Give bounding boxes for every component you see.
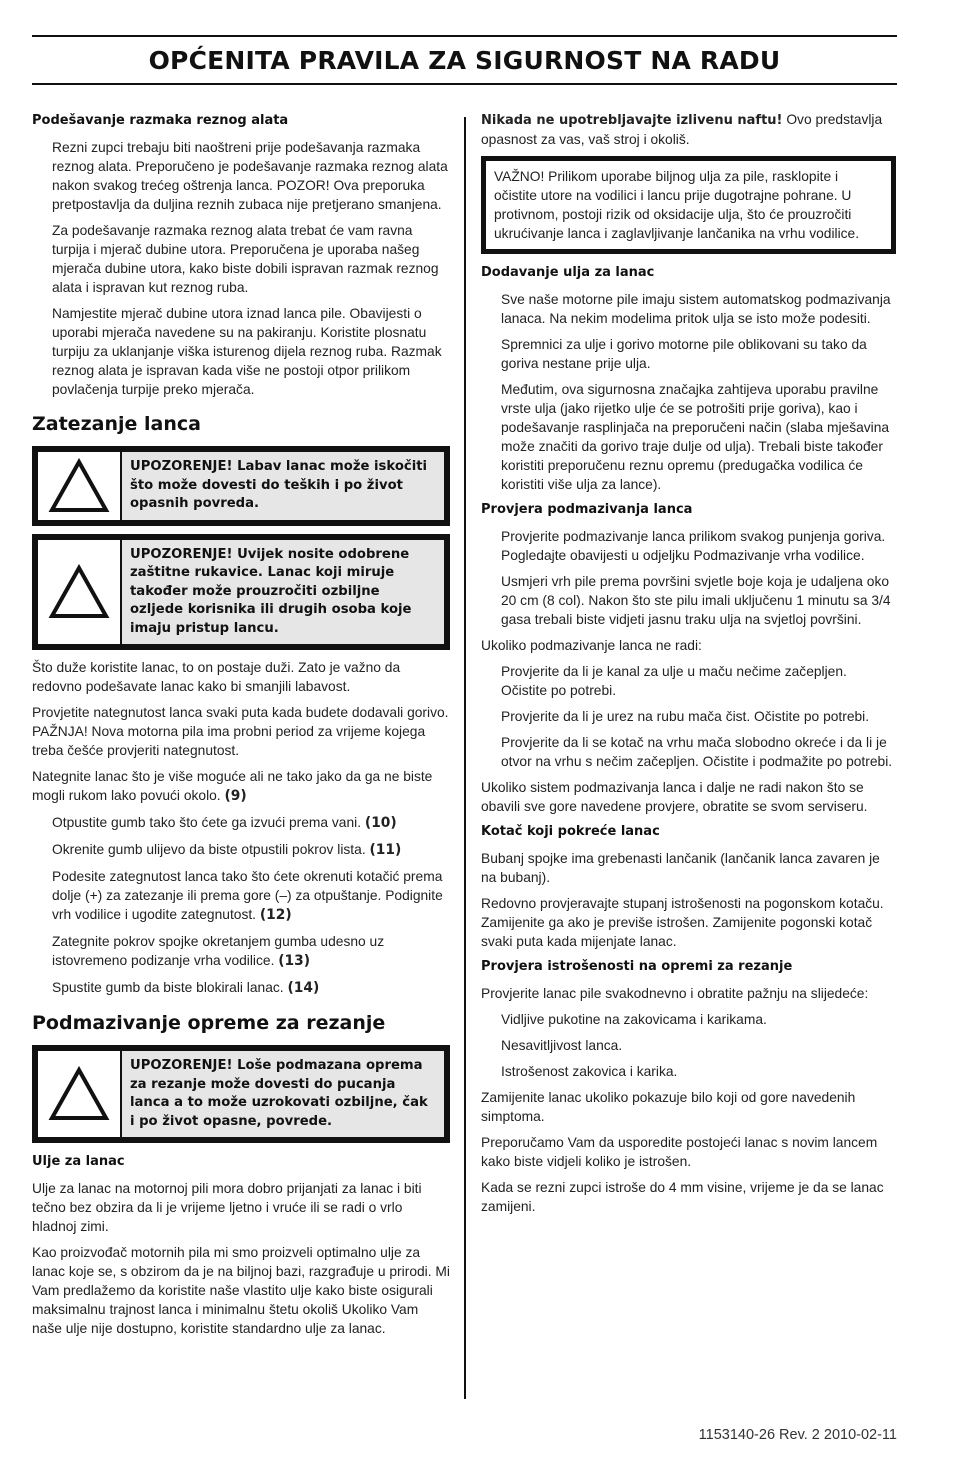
step-text: Podesite zategnutost lanca tako što ćete okrenuti kotačić prema dolje (+) za zatezanje ili prema gore (–) za otpuštanje. Podignite vrh vodilice i ugodite zategnutost. (52, 869, 443, 922)
paragraph: Provjerite da li je urez na rubu mača čist. Očistite po potrebi. (501, 709, 870, 724)
paragraph: Preporučamo Vam da usporedite postojeći lanac s novim lancem kako biste vidjeli koliko je istrošen. (481, 1135, 878, 1169)
paragraph: Provjerite podmazivanje lanca prilikom svakog punjenja goriva. Pogledajte obavijesti u odjeljku Podmazivanje vrha vodilice. (501, 529, 886, 563)
paragraph: Ukoliko podmazivanje lanca ne radi: (481, 638, 702, 653)
paragraph: Zamijenite lanac ukoliko pokazuje bilo koji od gore navedenih simptoma. (481, 1090, 856, 1124)
step (32, 978, 450, 998)
page-title: OPĆENITA PRAVILA ZA SIGURNOST NA RADU (148, 45, 781, 75)
left-column (32, 106, 450, 1345)
section-title-zatezanje: Zatezanje lanca (32, 413, 201, 435)
paragraph: Namjestite mjerač dubine utora iznad lanca pile. Obavijesti o uporabi mjerača navedene su na pakiranju. Koristite plosnatu turpiju za uklanjanje viška isturenog dijela reznog ruba. Razmak reznog alata je ispravan kada više ne postoji otpor prilikom povlačenja turpije preko mjerača. (52, 306, 442, 397)
section-heading-dodavanje: Dodavanje ulja za lanac (481, 265, 655, 280)
paragraph (481, 110, 896, 149)
paragraph: Sve naše motorne pile imaju sistem automatskog podmazivanja lanaca. Na nekim modelima pritok ulja se isto može podesiti. (501, 292, 891, 326)
step (32, 813, 450, 833)
paragraph: Kada se rezni zupci istroše do 4 mm visine, vrijeme je da se lanac zamijeni. (481, 1180, 884, 1214)
paragraph: Međutim, ova sigurnosna značajka zahtijeva uporabu pravilne vrste ulja (jako rijetko ulje će se potrošiti prije goriva), kao i podešavanje rasplinjača na preporučeni način (slaba mješavina može značiti da gorivo traje dulje od ulja). Trebali biste također koristiti preporučenu reznu opremu (predugačka vodilica će koristiti više ulja za lance). (501, 382, 890, 492)
step-text: Otpustite gumb tako što ćete ga izvući prema vani. (52, 815, 362, 830)
column-divider (464, 117, 466, 1399)
paragraph: Redovno provjeravajte stupanj istrošenosti na pogonskom kotaču. Zamijenite ga ako je previše istrošen. Zamijenite pogonski kotač svaki puta kada mijenjate lanac. (481, 896, 884, 949)
paragraph: Za podešavanje razmaka reznog alata trebat će vam ravna turpija i mjerač dubine utora. Preporučena je uporaba našeg mjerača dubine utora, kako biste dobili ispravan razmak reznog alata i ispravan kut reznog ruba. (52, 223, 439, 295)
paragraph: Ulje za lanac na motornoj pili mora dobro prijanjati za lanac i biti tečno bez obzira da li je vrijeme ljetno i vruće ili se radi o vrlo hladnoj zimi. (32, 1181, 422, 1234)
list-item: Istrošenost zakovica i karika. (501, 1064, 678, 1079)
paragraph: Spremnici za ulje i gorivo motorne pile oblikovani su tako da goriva nestane prije ulja. (501, 337, 867, 371)
paragraph: Bubanj spojke ima grebenasti lančanik (lančanik lanca zavaren je na bubanj). (481, 851, 880, 885)
paragraph-text: Nategnite lanac što je više moguće ali ne tako jako da ga ne biste mogli rukom lako povući okolo. (32, 769, 433, 803)
figure-ref: (10) (364, 815, 397, 831)
right-column (481, 106, 896, 1223)
paragraph: Rezni zupci trebaju biti naoštreni prije podešavanja razmaka reznog alata. Preporučeno je podešavanje razmaka reznog alata nakon svakog trećeg oštrenja lanca. POZOR! Ova preporuka pretpostavlja da duljina reznih zubaca nije pretjerano smanjena. (52, 140, 448, 212)
important-note-box: VAŽNO! Prilikom uporabe biljnog ulja za pile, rasklopite i očistite utore na vodilici i lancu prije dugotrajne pohrane. U protivnom, postoji rizik od oksidacije ulja, što će prouzročiti ukrućivanje lanca i zaglavljivanje lančanika na vrhu vodilice. (481, 156, 896, 254)
step (32, 840, 450, 860)
warning-triangle-icon (38, 540, 120, 645)
section-heading-podesavanje: Podešavanje razmaka reznog alata (32, 113, 289, 128)
paragraph: Usmjeri vrh pile prema površini svjetle boje koja je udaljena oko 20 cm (8 col). Nakon što ste pilu imali uključenu 1 minutu sa 3/4 gasa trebali biste vidjeti jasnu traku ulja na svjetloj površini. (501, 574, 891, 627)
paragraph-text: Ovo predstavlja opasnost za vas, vaš stroj i okoliš. (481, 112, 883, 147)
figure-ref: (13) (278, 953, 311, 969)
figure-ref: (11) (369, 842, 402, 858)
warning-text: UPOZORENJE! Labav lanac može iskočiti što može dovesti do teških i po život opasnih povreda. (120, 452, 444, 520)
warning-box (32, 534, 450, 651)
document-id: 1153140-26 Rev. 2 2010-02-11 (698, 1427, 897, 1443)
step (32, 867, 450, 925)
section-heading-provjera: Provjera podmazivanja lanca (481, 502, 693, 517)
paragraph: Ukoliko sistem podmazivanja lanca i dalje ne radi nakon što se obavili sve gore navedene provjere, obratite se svom serviseru. (481, 780, 868, 814)
figure-ref: (12) (259, 907, 292, 923)
warning-box (32, 1045, 450, 1143)
paragraph: Provjerite lanac pile svakodnevno i obratite pažnju na slijedeće: (481, 986, 869, 1001)
warning-triangle-icon (38, 452, 120, 520)
paragraph: Što duže koristite lanac, to on postaje duži. Zato je važno da redovno podešavate lanac kako bi smanjili labavost. (32, 660, 401, 694)
section-heading-ulje: Ulje za lanac (32, 1154, 125, 1169)
warning-text: UPOZORENJE! Loše podmazana oprema za rezanje može dovesti do pucanja lanca a to može uzrokovati ozbiljne, čak i po život opasne, povrede. (120, 1051, 444, 1137)
step-text: Okrenite gumb ulijevo da biste otpustili pokrov lista. (52, 842, 366, 857)
step-text: Zategnite pokrov spojke okretanjem gumba udesno uz istovremeno podizanje vrha vodilice. (52, 934, 385, 968)
warning-text: UPOZORENJE! Uvijek nosite odobrene zaštitne rukavice. Lanac koji miruje također može prouzročiti ozbiljne ozljede korisnika ili drugih osoba koje imaju pristup lancu. (120, 540, 444, 645)
paragraph: Provjerite da li se kotač na vrhu mača slobodno okreće i da li je otvor na vrhu s nečim začepljen. Očistite i podmažite po potrebi. (501, 735, 893, 769)
figure-ref: (9) (224, 788, 247, 804)
list-item: Vidljive pukotine na zakovicama i karikama. (501, 1012, 767, 1027)
paragraph: Provjerite da li je kanal za ulje u maču nečime začepljen. Očistite po potrebi. (501, 664, 847, 698)
section-heading-kotac: Kotač koji pokreće lanac (481, 824, 660, 839)
warning-box (32, 446, 450, 526)
section-heading-istrosenost: Provjera istrošenosti na opremi za rezanje (481, 959, 793, 974)
section-title-podmazivanje: Podmazivanje opreme za rezanje (32, 1012, 386, 1034)
paragraph (32, 767, 450, 806)
bold-warning: Nikada ne upotrebljavajte izlivenu naftu! (481, 113, 783, 128)
step-text: Spustite gumb da biste blokirali lanac. (52, 980, 284, 995)
page-header (32, 35, 897, 85)
list-item: Nesavitljivost lanca. (501, 1038, 623, 1053)
paragraph: Provjetite nategnutost lanca svaki puta kada budete dodavali gorivo. PAŽNJA! Nova motorna pila ima probni period za vrijeme kojega treba češće provjeriti nategnutost. (32, 705, 449, 758)
step (32, 932, 450, 971)
figure-ref: (14) (287, 980, 320, 996)
warning-triangle-icon (38, 1051, 120, 1137)
paragraph: Kao proizvođač motornih pila mi smo proizveli optimalno ulje za lanac koje se, s obzirom da je na biljnoj bazi, razgrađuje u prirodi. Mi Vam predlažemo da koristite naše vlastito ulje kako biste osigurali maksimalnu trajnost lanca i minimalnu štetu okoliš Ukoliko Vam naše ulje nije dostupno, koristite standardno ulje za lanac. (32, 1245, 450, 1336)
